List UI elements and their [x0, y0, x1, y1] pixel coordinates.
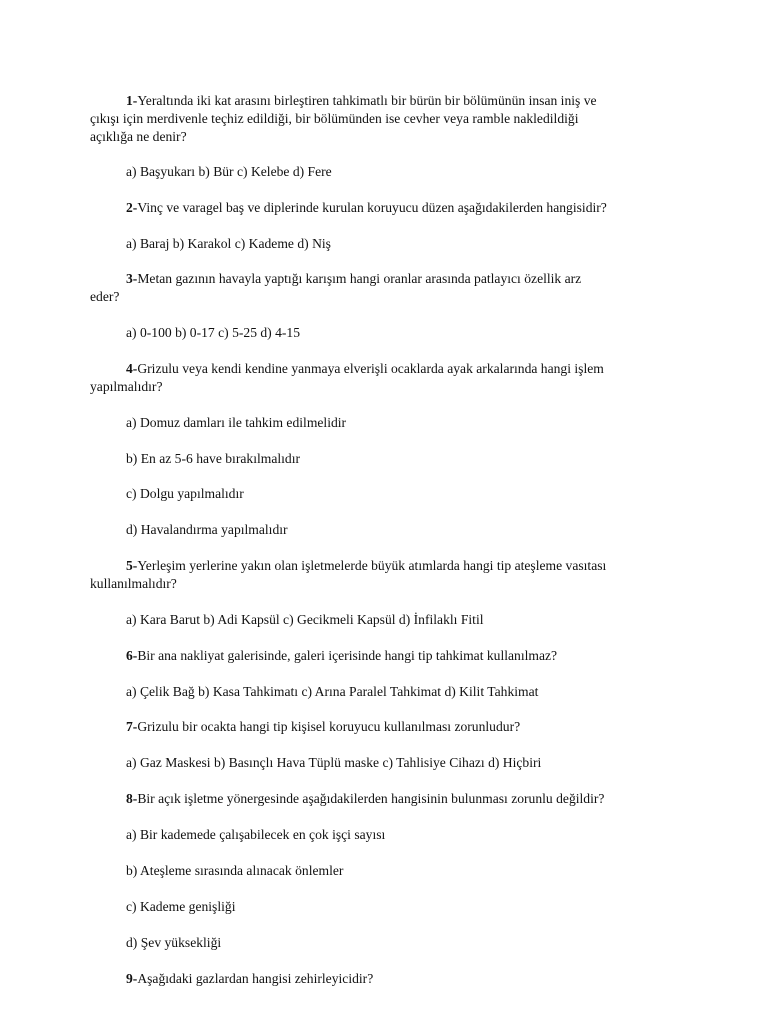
question-4-option-c: c) Dolgu yapılmalıdır	[126, 486, 244, 501]
question-1-text: Yeraltında iki kat arasını birleştiren tahkimatlı bir bürün bir bölümünün insan iniş ve	[137, 93, 597, 108]
question-6-line-1	[126, 647, 557, 665]
question-8-option-c: c) Kademe genişliği	[126, 899, 236, 914]
question-2-number: 2-	[126, 200, 138, 215]
question-4-option-b: b) En az 5-6 have bırakılmalıdır	[126, 451, 301, 466]
question-2-options: a) Baraj b) Karakol c) Kademe d) Niş	[126, 236, 331, 251]
question-3-line-1	[126, 270, 581, 288]
question-8-option-a: a) Bir kademede çalışabilecek en çok işçi sayısı	[126, 827, 386, 842]
question-8-option-b: b) Ateşleme sırasında alınacak önlemler	[126, 863, 344, 878]
question-8-line-1	[126, 790, 604, 808]
question-9-line-1	[126, 970, 373, 988]
question-6-text: Bir ana nakliyat galerisinde, galeri içerisinde hangi tip tahkimat kullanılmaz?	[137, 648, 558, 663]
question-7-number: 7-	[126, 719, 138, 734]
question-3-line-2: eder?	[90, 289, 120, 304]
question-8-option-d: d) Şev yüksekliği	[126, 935, 222, 950]
question-2-line-1	[126, 199, 607, 217]
question-7-text: Grizulu bir ocakta hangi tip kişisel koruyucu kullanılması zorunludur?	[137, 719, 521, 734]
question-1-line-3: açıklığa ne denir?	[90, 129, 187, 144]
question-4-text: Grizulu veya kendi kendine yanmaya elverişli ocaklarda ayak arkalarında hangi işlem	[137, 361, 604, 376]
question-5-line-1	[126, 557, 606, 575]
question-2-text: Vinç ve varagel baş ve diplerinde kurulan koruyucu düzen aşağıdakilerden hangisidir?	[137, 200, 607, 215]
question-5-number: 5-	[126, 558, 138, 573]
question-3-options: a) 0-100 b) 0-17 c) 5-25 d) 4-15	[126, 325, 301, 340]
question-3-number: 3-	[126, 271, 138, 286]
question-1-line-2: çıkışı için merdivenle teçhiz edildiği, bir bölümünden ise cevher veya ramble nakledildiği	[90, 111, 579, 126]
question-5-options: a) Kara Barut b) Adi Kapsül c) Gecikmeli Kapsül d) İnfilaklı Fitil	[126, 612, 484, 627]
question-8-text: Bir açık işletme yönergesinde aşağıdakilerden hangisinin bulunması zorunlu değildir?	[137, 791, 605, 806]
question-3-text: Metan gazının havayla yaptığı karışım hangi oranlar arasında patlayıcı özellik arz	[137, 271, 582, 286]
question-4-line-1	[126, 360, 604, 378]
question-4-line-2: yapılmalıdır?	[90, 379, 163, 394]
question-4-option-d: d) Havalandırma yapılmalıdır	[126, 522, 288, 537]
question-1-line-1	[126, 92, 597, 110]
question-1-options: a) Başyukarı b) Bür c) Kelebe d) Fere	[126, 164, 332, 179]
question-5-line-2: kullanılmalıdır?	[90, 576, 177, 591]
question-9-number: 9-	[126, 971, 138, 986]
question-7-line-1	[126, 718, 520, 736]
question-7-options: a) Gaz Maskesi b) Basınçlı Hava Tüplü maske c) Tahlisiye Cihazı d) Hiçbiri	[126, 755, 542, 770]
question-9-text: Aşağıdaki gazlardan hangisi zehirleyicidir?	[137, 971, 374, 986]
question-4-option-a: a) Domuz damları ile tahkim edilmelidir	[126, 415, 347, 430]
question-1-number: 1-	[126, 93, 138, 108]
question-6-number: 6-	[126, 648, 138, 663]
question-8-number: 8-	[126, 791, 138, 806]
question-6-options: a) Çelik Bağ b) Kasa Tahkimatı c) Arına Paralel Tahkimat d) Kilit Tahkimat	[126, 684, 539, 699]
question-4-number: 4-	[126, 361, 138, 376]
question-5-text: Yerleşim yerlerine yakın olan işletmelerde büyük atımlarda hangi tip ateşleme vasıtası	[137, 558, 607, 573]
